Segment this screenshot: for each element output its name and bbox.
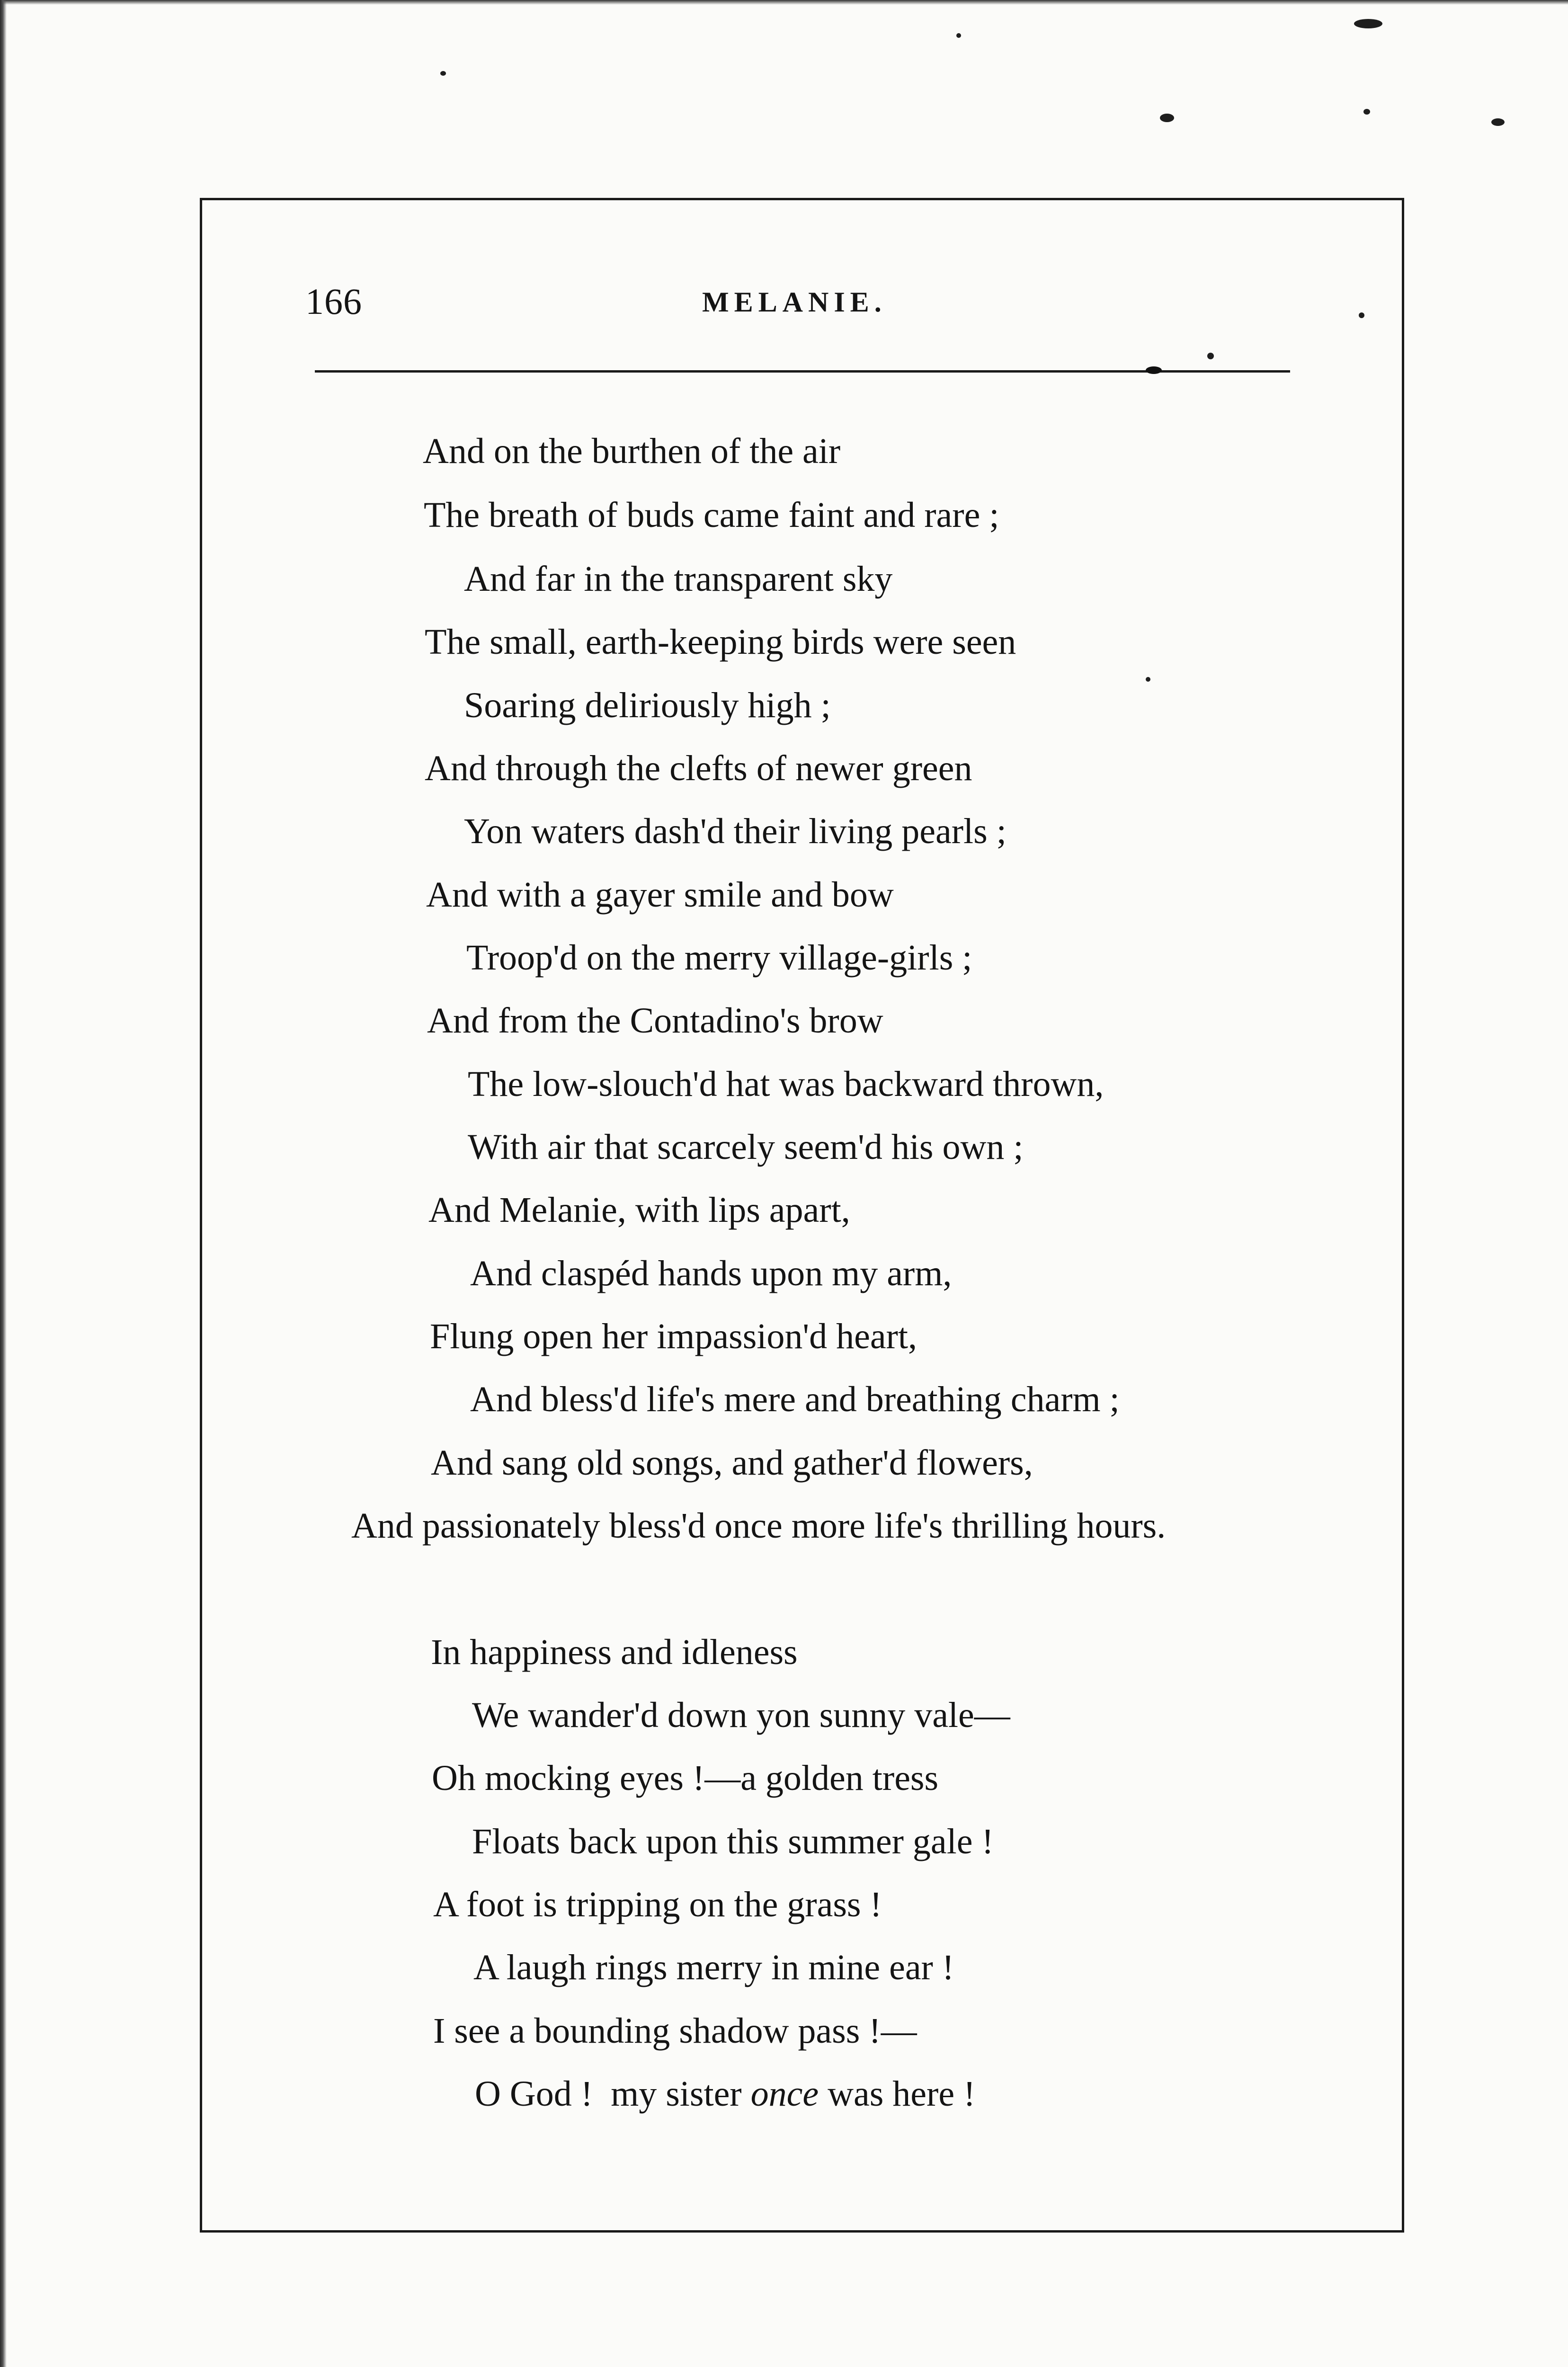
page-top-edge <box>0 0 1568 5</box>
poem-line <box>475 2076 975 2112</box>
poem-line: In happiness and idleness <box>431 1632 798 1672</box>
running-title: MELANIE. <box>702 286 887 318</box>
rule-ornament <box>1146 366 1162 374</box>
poem-line-part: O God ! my sister <box>475 2074 751 2114</box>
poem-line: A foot is tripping on the grass ! <box>433 1885 882 1924</box>
scan-speck <box>1146 677 1150 682</box>
poem-line: With air that scarcely seem'd his own ; <box>468 1127 1024 1167</box>
scan-speck <box>1354 19 1382 28</box>
scan-speck <box>1491 118 1505 126</box>
poem-line: And bless'd life's mere and breathing charm ; <box>470 1379 1120 1419</box>
poem-line: Oh mocking eyes !—a golden tress <box>432 1758 939 1798</box>
poem-line: The small, earth-keeping birds were seen <box>425 622 1016 662</box>
poem-line: And on the burthen of the air <box>423 431 841 471</box>
poem-line-part: was here ! <box>819 2074 976 2114</box>
page-left-edge <box>0 0 7 2367</box>
poem-line: Flung open her impassion'd heart, <box>430 1317 917 1356</box>
poem-line: And sang old songs, and gather'd flowers, <box>431 1443 1033 1483</box>
poem-line: A laugh rings merry in mine ear ! <box>473 1948 954 1987</box>
poem-line: Soaring deliriously high ; <box>464 685 831 725</box>
poem-line: Floats back upon this summer gale ! <box>472 1822 994 1861</box>
page-number: 166 <box>305 281 362 322</box>
scan-speck <box>440 71 446 76</box>
scan-speck <box>1359 312 1364 318</box>
emphasized-word: once <box>750 2074 819 2114</box>
scan-speck <box>1160 114 1174 122</box>
poem-line: And from the Contadino's brow <box>427 1001 883 1041</box>
scan-speck <box>1207 353 1214 359</box>
poem-line: Yon waters dash'd their living pearls ; <box>464 811 1007 851</box>
poem-line: The breath of buds came faint and rare ; <box>424 495 999 535</box>
poem-line: Troop'd on the merry village-girls ; <box>466 938 972 978</box>
poem-line: And through the clefts of newer green <box>425 748 972 788</box>
poem-line: The low-slouch'd hat was backward thrown, <box>468 1064 1104 1104</box>
poem-line: And Melanie, with lips apart, <box>428 1190 850 1230</box>
scan-speck <box>1363 109 1370 115</box>
poem-line: We wander'd down yon sunny vale— <box>472 1695 1010 1735</box>
poem-line: And far in the transparent sky <box>464 559 893 599</box>
poem-line: And claspéd hands upon my arm, <box>470 1254 952 1293</box>
poem-line: I see a bounding shadow pass !— <box>433 2011 917 2051</box>
header-rule <box>315 370 1290 373</box>
poem-line: And with a gayer smile and bow <box>426 875 894 915</box>
poem-line: And passionately bless'd once more life's thrilling hours. <box>351 1506 1166 1546</box>
scan-speck <box>956 33 961 38</box>
